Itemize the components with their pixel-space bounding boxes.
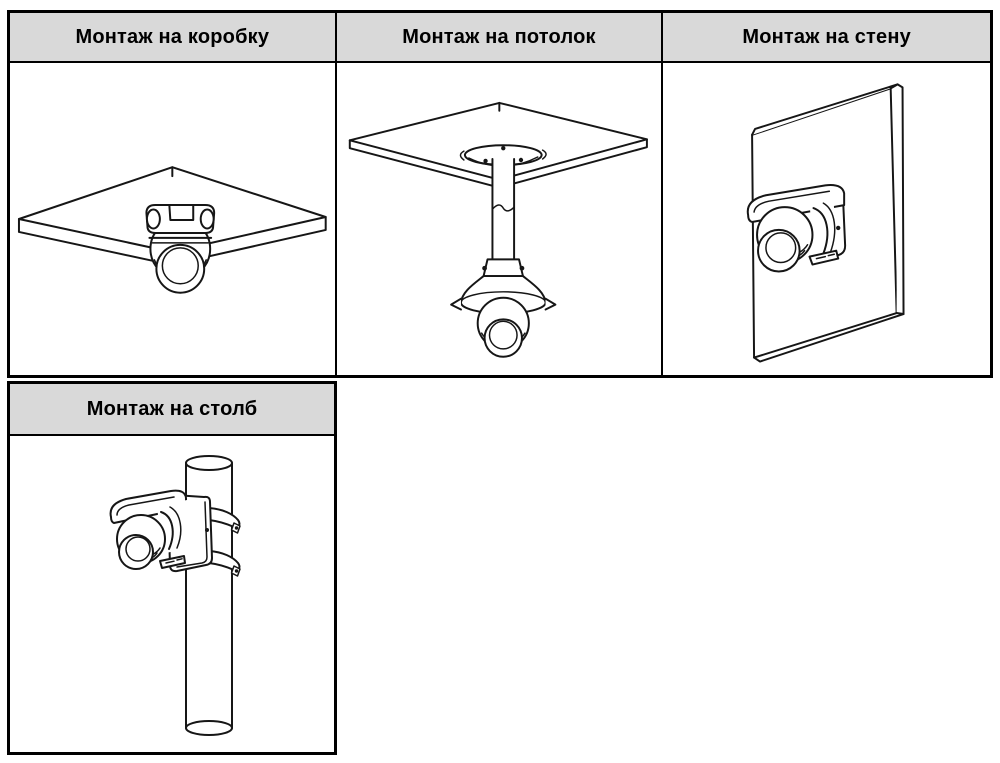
- header-box-mount: [10, 13, 337, 63]
- header-ceiling-mount-label: Монтаж на потолок: [402, 25, 596, 48]
- header-wall-mount: [663, 13, 990, 63]
- header-ceiling-mount: [337, 13, 664, 63]
- junction-box-mount-illustration: [10, 63, 335, 375]
- pole-mounting-table: [7, 381, 337, 755]
- cell-box-mount: [10, 63, 337, 375]
- header-pole-mount: [10, 384, 334, 436]
- cell-ceiling-mount: [337, 63, 664, 375]
- ceiling-pendant-mount-illustration: [337, 63, 662, 375]
- mounting-options-table: [7, 10, 993, 378]
- pole-mount-illustration: [10, 436, 334, 752]
- header-wall-mount-label: Монтаж на стену: [742, 25, 911, 48]
- cell-wall-mount: [663, 63, 990, 375]
- wall-mount-illustration: [663, 63, 990, 375]
- header-pole-mount-label: Монтаж на столб: [86, 397, 258, 420]
- header-box-mount-label: Монтаж на коробку: [75, 25, 270, 48]
- cell-pole-mount: [10, 436, 334, 752]
